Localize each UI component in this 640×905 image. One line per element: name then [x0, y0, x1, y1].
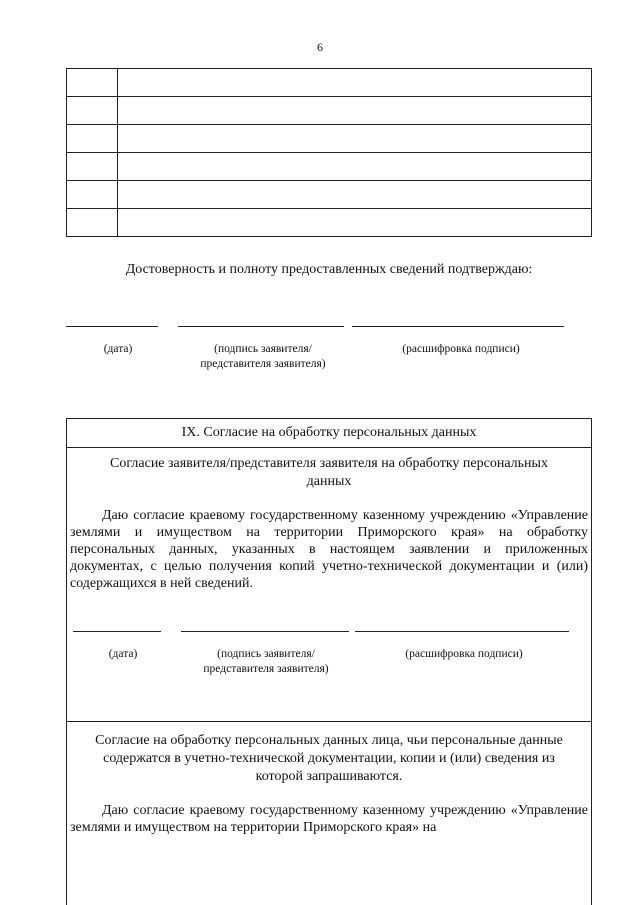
date-line[interactable]	[66, 326, 158, 327]
table-cell[interactable]	[118, 181, 592, 209]
decode-line[interactable]	[352, 326, 564, 327]
table-row	[67, 153, 592, 181]
table-row	[67, 97, 592, 125]
signature-row	[73, 631, 587, 691]
signature-line[interactable]	[181, 631, 349, 632]
date-line[interactable]	[73, 631, 161, 632]
table-cell[interactable]	[118, 153, 592, 181]
date-label: (дата)	[103, 343, 133, 355]
table-row	[67, 209, 592, 237]
decode-label: (расшифровка подписи)	[405, 648, 523, 660]
table-cell[interactable]	[118, 125, 592, 153]
consent-section	[66, 418, 592, 905]
table-row	[67, 181, 592, 209]
applicant-consent-title: Согласие заявителя/представителя заявителя на обработку персональных данных	[110, 456, 548, 489]
applicant-consent-text: Даю согласие краевому государственному казенному учреждению «Управление землями и имуществом на территории Приморского края» на обработку персональных данных, указанных в настоящем заявлении и приложенных документах, с целью получения копий учетно-технической документации и (или) содержащихся в ней сведений.	[70, 508, 588, 591]
section-title: IX. Согласие на обработку персональных данных	[67, 419, 591, 448]
signature-label: (подпись заявителя/представителя заявителя)	[203, 648, 329, 675]
signature-row	[66, 326, 592, 386]
signature-label: (подпись заявителя/представителя заявителя)	[200, 343, 326, 370]
confirmation-text: Достоверность и полноту предоставленных сведений подтверждаю:	[125, 262, 533, 277]
table-cell[interactable]	[118, 209, 592, 237]
third-party-consent-title: Согласие на обработку персональных данных лица, чьи персональные данные содержатся в учетно-технической документации, копии и (или) сведения из которой запрашиваются.	[95, 733, 563, 784]
table-cell[interactable]	[67, 181, 118, 209]
page-number: 6	[317, 40, 323, 54]
table-cell[interactable]	[67, 125, 118, 153]
table-cell[interactable]	[67, 97, 118, 125]
date-label: (дата)	[108, 648, 138, 660]
table-cell[interactable]	[67, 69, 118, 97]
table-row	[67, 69, 592, 97]
signature-line[interactable]	[178, 326, 344, 327]
decode-label: (расшифровка подписи)	[402, 343, 520, 355]
decode-line[interactable]	[355, 631, 569, 632]
table-cell[interactable]	[67, 153, 118, 181]
table-cell[interactable]	[67, 209, 118, 237]
empty-table	[66, 68, 592, 237]
table-cell[interactable]	[118, 69, 592, 97]
table-cell[interactable]	[118, 97, 592, 125]
third-party-consent-text: Даю согласие краевому государственному казенному учреждению «Управление землями и имуществом на территории Приморского края» на	[70, 803, 588, 835]
table-row	[67, 125, 592, 153]
third-party-consent	[67, 721, 591, 836]
